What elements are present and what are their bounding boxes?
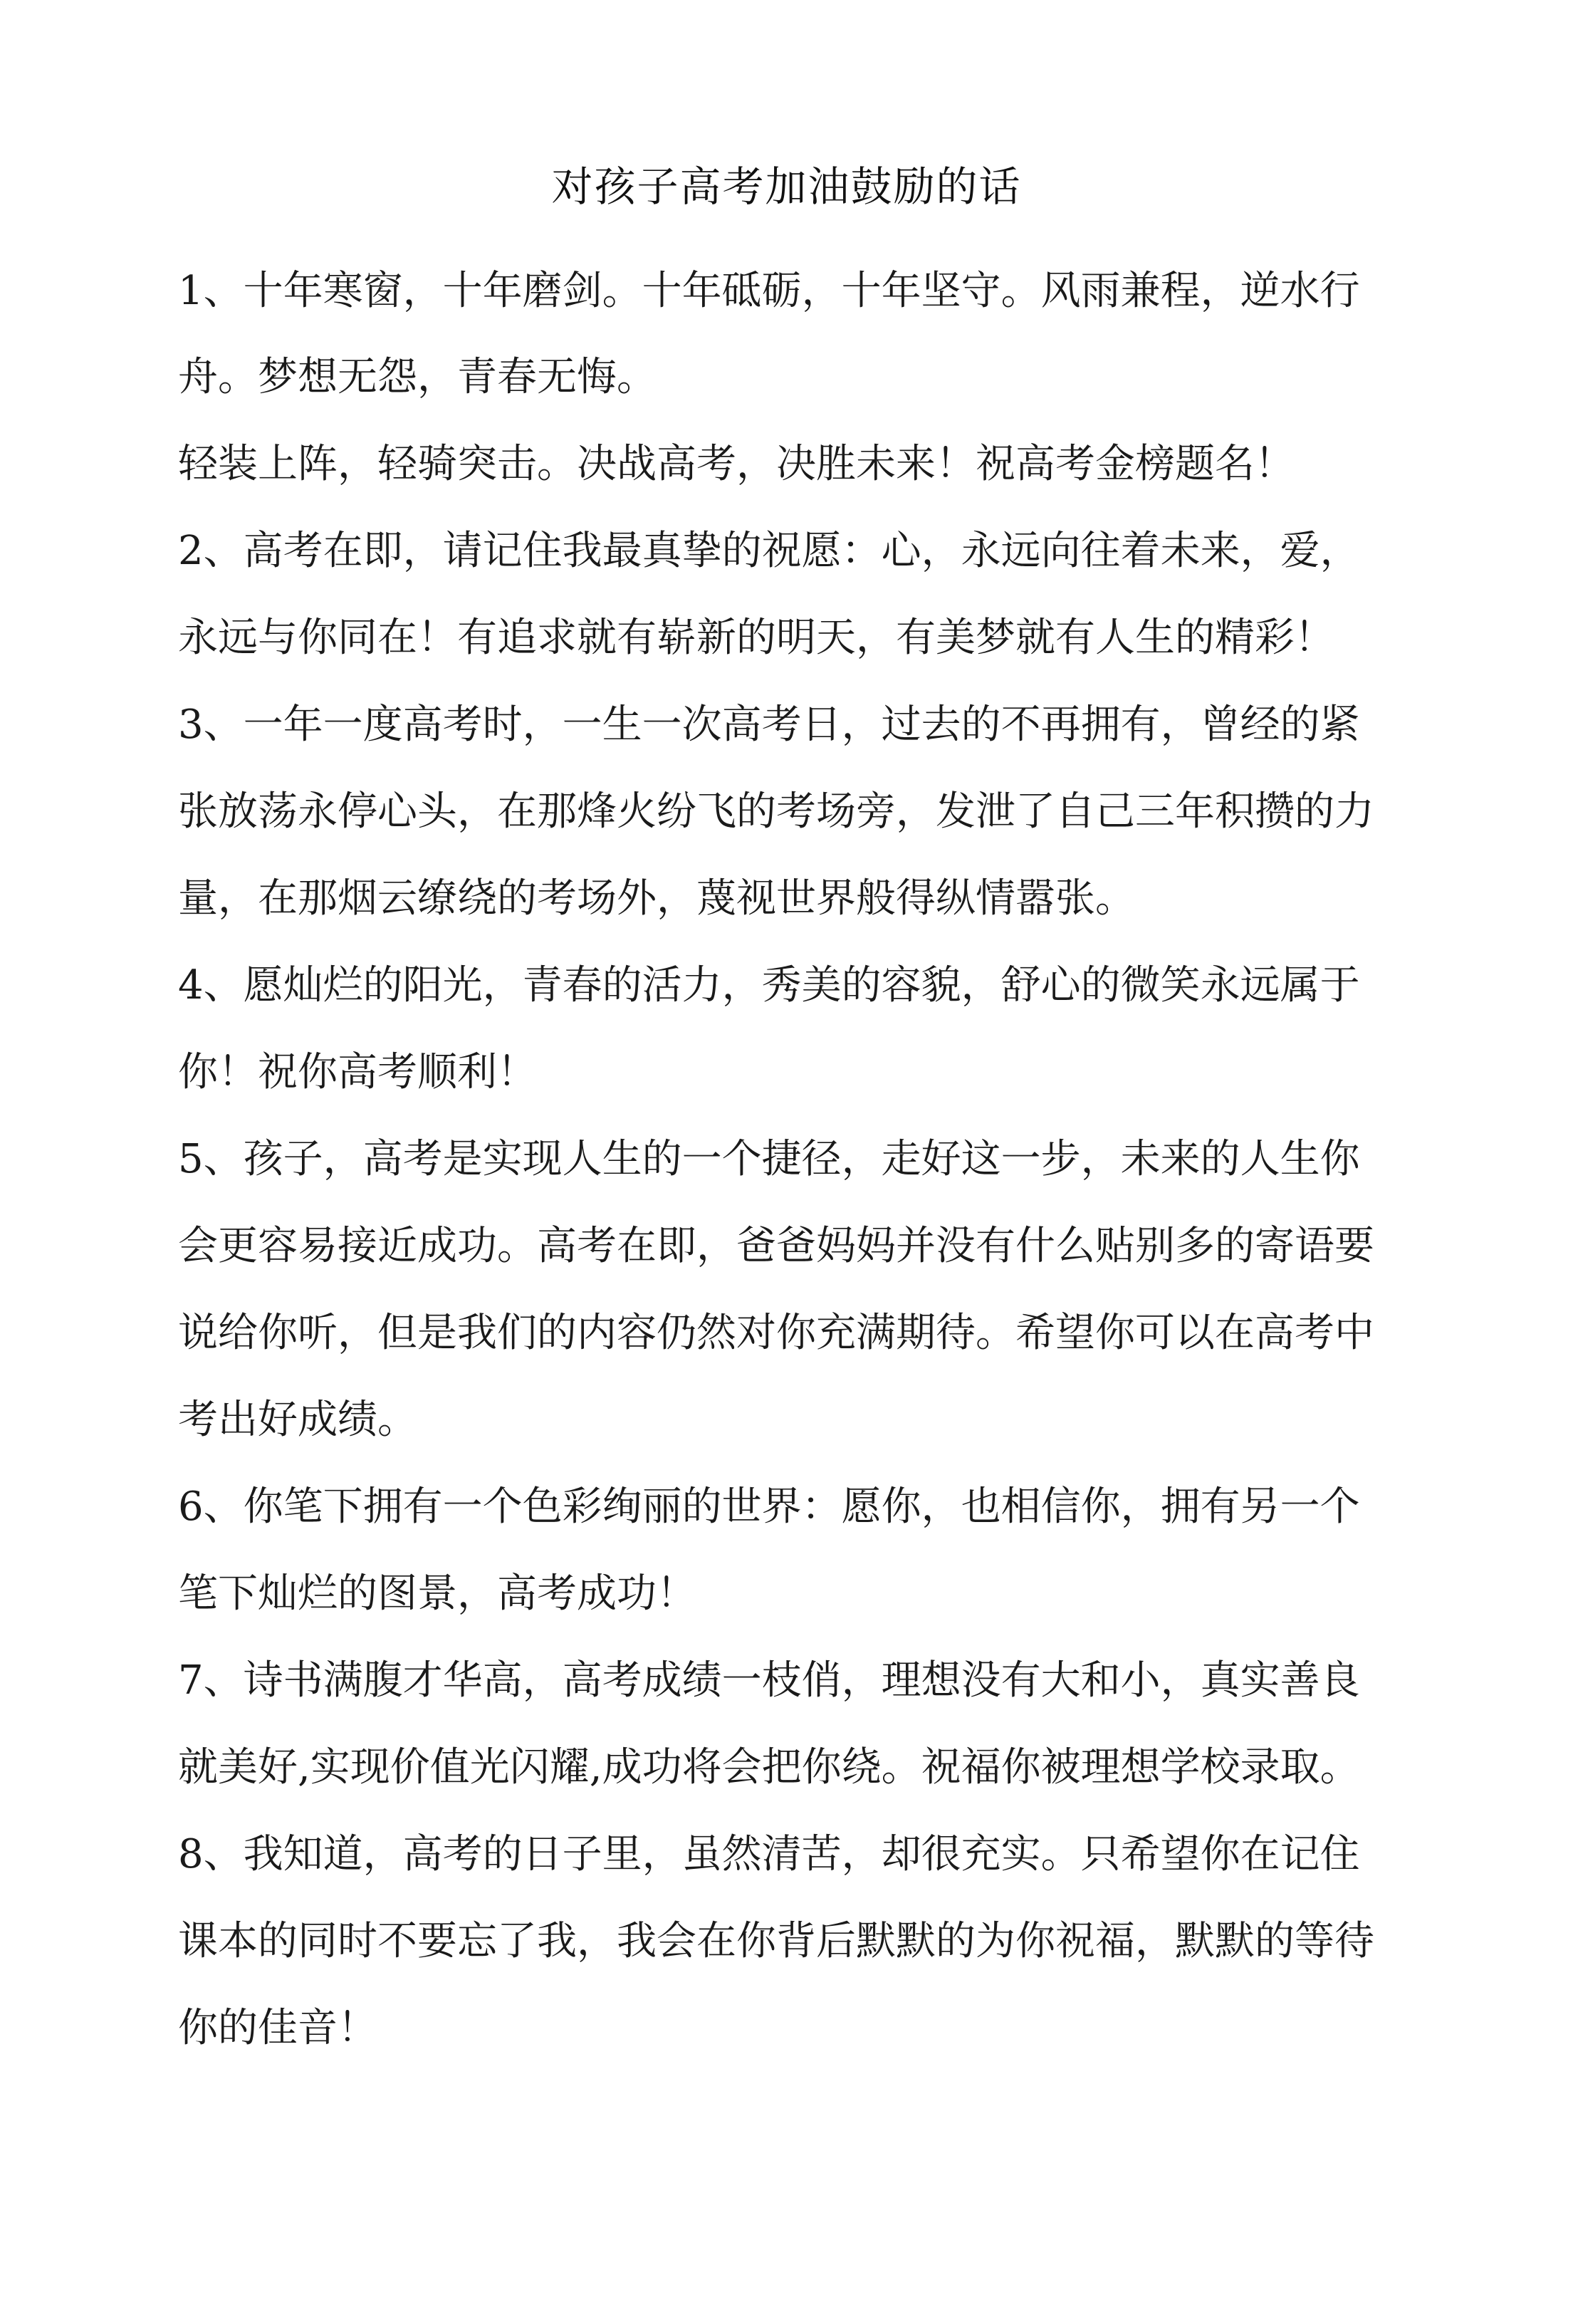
text-line: 你！祝你高考顺利！ xyxy=(178,1049,537,1095)
text-line: 5、孩子，高考是实现人生的一个捷径，走好这一步，未来的人生你 xyxy=(178,1136,1360,1182)
text-line: 3、一年一度高考时，一生一次高考日，过去的不再拥有，曾经的紧 xyxy=(178,702,1360,748)
text-line: 永远与你同在！有追求就有崭新的明天，有美梦就有人生的精彩！ xyxy=(178,615,1334,661)
text-line: 1、十年寒窗，十年磨剑。十年砥砺，十年坚守。风雨兼程，逆水行 xyxy=(178,268,1360,314)
text-line: 6、你笔下拥有一个色彩绚丽的世界：愿你，也相信你，拥有另一个 xyxy=(178,1484,1360,1530)
text-line: 考出好成绩。 xyxy=(178,1397,417,1443)
text-line: 4、愿灿烂的阳光，青春的活力，秀美的容貌，舒心的微笑永远属于 xyxy=(178,962,1360,1009)
text-line: 笔下灿烂的图景，高考成功！ xyxy=(178,1570,696,1617)
text-line: 量，在那烟云缭绕的考场外，蔑视世界般得纵情嚣张。 xyxy=(178,875,1135,922)
text-line: 说给你听，但是我们的内容仍然对你充满期待。希望你可以在高考中 xyxy=(178,1310,1374,1356)
text-line: 课本的同时不要忘了我，我会在你背后默默的为你祝福，默默的等待 xyxy=(178,1918,1374,1964)
text-line: 会更容易接近成功。高考在即，爸爸妈妈并没有什么贴别多的寄语要 xyxy=(178,1223,1374,1269)
text-line: 舟。梦想无怨，青春无悔。 xyxy=(178,354,657,400)
text-line: 就美好,实现价值光闪耀,成功将会把你绕。祝福你被理想学校录取。 xyxy=(178,1744,1360,1791)
document-title: 对孩子高考加油鼓励的话 xyxy=(551,162,1022,211)
text-line: 张放荡永停心头，在那烽火纷飞的考场旁，发泄了自己三年积攒的力 xyxy=(178,788,1374,835)
text-line: 2、高考在即，请记住我最真挚的祝愿：心，永远向往着未来，爱， xyxy=(178,528,1360,574)
text-line: 你的佳音！ xyxy=(178,2005,377,2051)
text-line: 轻装上阵，轻骑突击。决战高考，决胜未来！祝高考金榜题名！ xyxy=(178,441,1295,487)
text-line: 7、诗书满腹才华高，高考成绩一枝俏，理想没有大和小，真实善良 xyxy=(178,1657,1360,1704)
text-line: 8、我知道，高考的日子里，虽然清苦，却很充实。只希望你在记住 xyxy=(178,1831,1360,1877)
